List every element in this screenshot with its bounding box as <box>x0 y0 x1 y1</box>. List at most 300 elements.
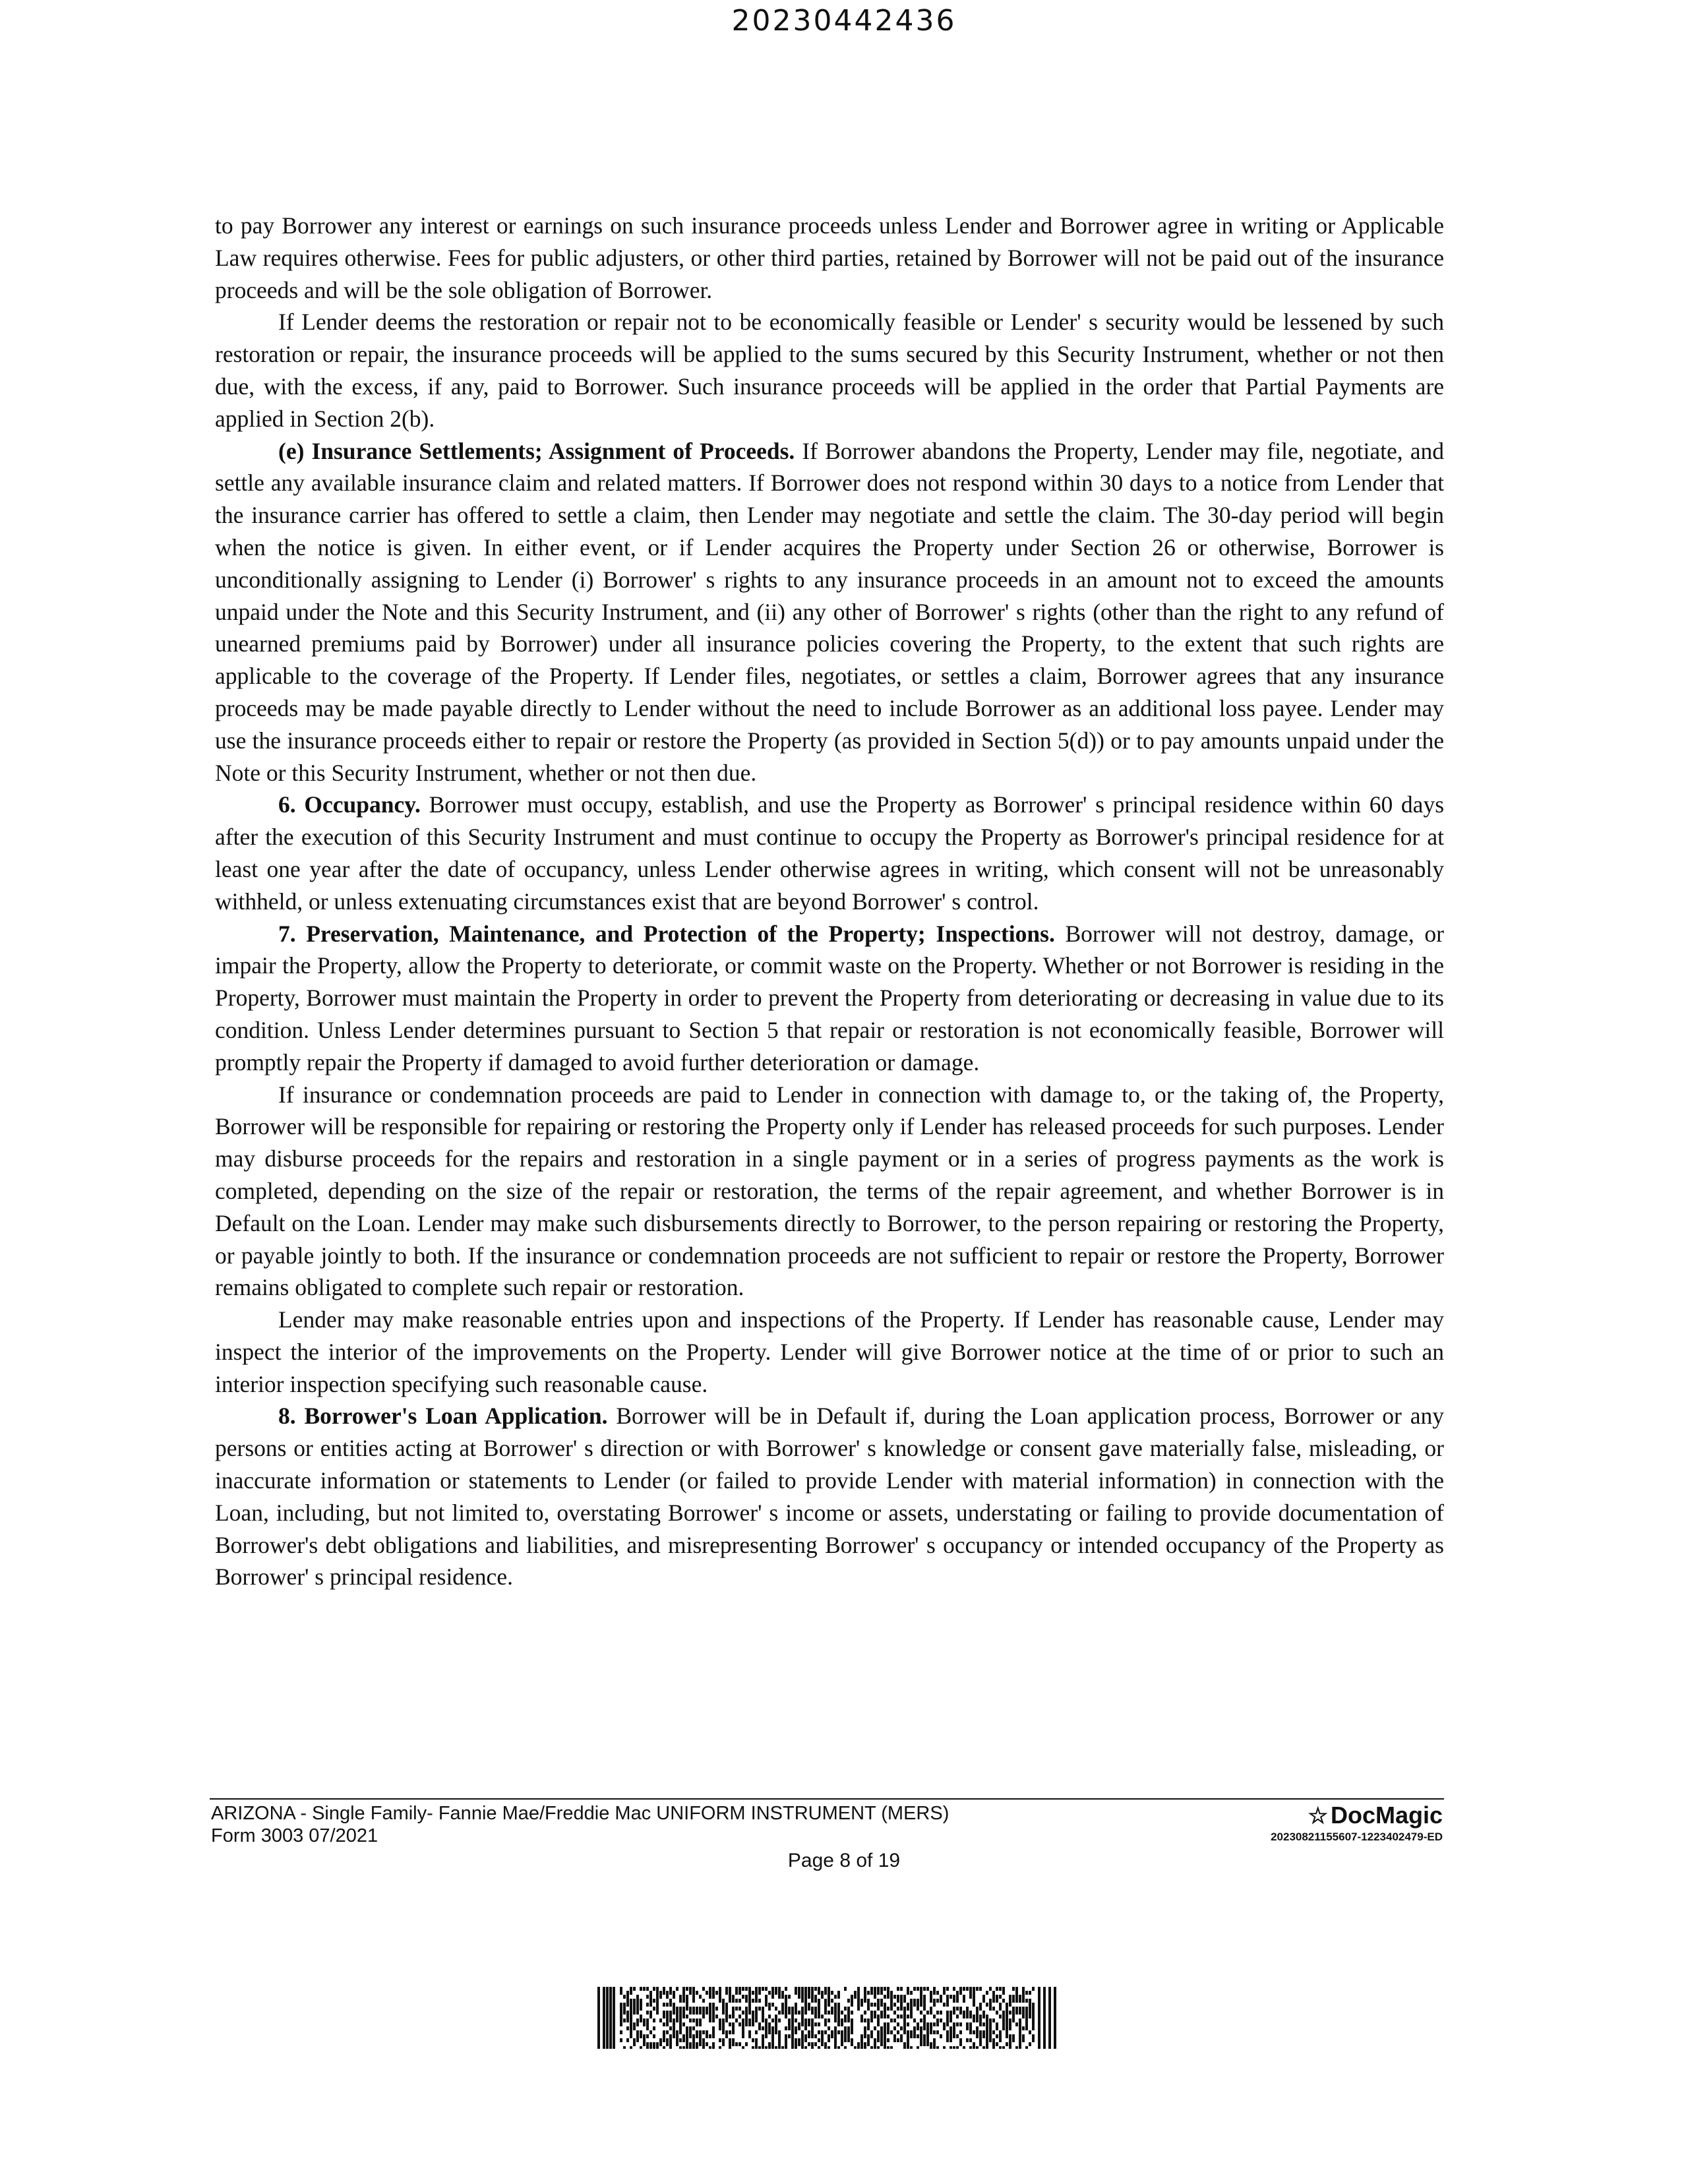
barcode-module <box>907 2046 909 2049</box>
barcode-module <box>837 1995 840 1999</box>
barcode-module <box>986 2015 988 2018</box>
barcode-module <box>950 2034 952 2038</box>
barcode-module <box>643 2034 646 2038</box>
barcode-module <box>811 2022 814 2026</box>
barcode-module <box>880 1991 883 1995</box>
barcode-module <box>798 1995 800 1999</box>
barcode-module <box>732 2042 735 2046</box>
barcode-module <box>851 2011 853 2015</box>
barcode-module <box>992 1995 995 1999</box>
barcode-module <box>837 2022 840 2026</box>
barcode-module <box>956 2022 959 2026</box>
barcode-module <box>956 2046 959 2049</box>
barcode-module <box>712 2046 715 2049</box>
barcode-module <box>917 2034 919 2038</box>
barcode-module <box>669 2018 672 2022</box>
barcode-module <box>640 2046 642 2049</box>
barcode-module <box>801 2042 804 2046</box>
barcode-module <box>999 1995 1002 1999</box>
barcode-module <box>926 2034 929 2038</box>
barcode-module <box>765 2022 768 2026</box>
barcode-module <box>1009 2003 1011 2007</box>
barcode-module <box>762 1987 764 1991</box>
barcode-module <box>870 2018 873 2022</box>
barcode-module <box>936 2046 939 2049</box>
barcode-module <box>959 2022 962 2026</box>
barcode-module <box>946 2034 949 2038</box>
barcode-module <box>706 2007 708 2011</box>
barcode-module <box>963 1987 965 1991</box>
barcode-module <box>1022 2038 1025 2042</box>
barcode-module <box>771 2034 774 2038</box>
barcode-module <box>1012 1999 1015 2003</box>
barcode-module <box>831 2011 833 2015</box>
barcode-module <box>732 2011 735 2015</box>
barcode-module <box>844 2026 847 2030</box>
barcode-module <box>867 2042 870 2046</box>
barcode-module <box>801 1995 804 1999</box>
barcode-module <box>953 2007 955 2011</box>
barcode-module <box>686 1995 688 1999</box>
barcode-module <box>785 2007 787 2011</box>
barcode-module <box>834 2007 837 2011</box>
barcode-module <box>1019 2026 1021 2030</box>
barcode-module <box>946 2030 949 2034</box>
barcode-module <box>755 2018 758 2022</box>
barcode-module <box>824 1999 827 2003</box>
barcode-module <box>818 2038 820 2042</box>
barcode-module <box>979 2042 982 2046</box>
barcode-module <box>699 2038 702 2042</box>
barcode-module <box>775 2046 777 2049</box>
barcode-module <box>758 1991 761 1995</box>
barcode-module <box>936 1999 939 2003</box>
barcode-module <box>801 1991 804 1995</box>
barcode-module <box>824 2022 827 2026</box>
barcode-module <box>864 2011 866 2015</box>
barcode-module <box>867 2034 870 2038</box>
barcode-module <box>735 1991 738 1995</box>
barcode-module <box>692 2046 695 2049</box>
barcode-module <box>920 1991 922 1995</box>
barcode-module <box>712 1991 715 1995</box>
barcode-module <box>620 2011 622 2015</box>
barcode-module <box>732 2026 735 2030</box>
barcode-module <box>656 1995 659 1999</box>
barcode-module <box>877 2018 880 2022</box>
barcode-module <box>649 1991 652 1995</box>
barcode-module <box>1029 2015 1031 2018</box>
barcode-module <box>798 2022 800 2026</box>
barcode-module <box>692 1995 695 1999</box>
barcode-module <box>679 2015 682 2018</box>
barcode-module <box>887 2026 889 2030</box>
barcode-module <box>729 2022 731 2026</box>
barcode-module <box>686 2026 688 2030</box>
barcode-module <box>1002 1987 1005 1991</box>
barcode-module <box>653 2034 655 2038</box>
barcode-module <box>910 2007 913 2011</box>
barcode-module <box>847 2015 850 2018</box>
barcode-module <box>712 1987 715 1991</box>
barcode-module <box>884 2015 886 2018</box>
barcode-module <box>999 2038 1002 2042</box>
barcode-module <box>778 2034 781 2038</box>
barcode-module <box>1015 2046 1018 2049</box>
barcode-module <box>907 2042 909 2046</box>
barcode-module <box>946 2022 949 2026</box>
barcode-module <box>969 2038 972 2042</box>
barcode-module <box>659 2018 662 2022</box>
barcode-module <box>844 2038 847 2042</box>
barcode-module <box>999 2030 1002 2034</box>
barcode-module <box>943 2022 946 2026</box>
barcode-module <box>1012 2011 1015 2015</box>
barcode-module <box>636 1999 639 2003</box>
barcode-module <box>649 1999 652 2003</box>
barcode-module <box>745 2042 748 2046</box>
barcode-module <box>669 2015 672 2018</box>
barcode-module <box>893 2038 896 2042</box>
barcode-module <box>923 1987 926 1991</box>
barcode-module <box>831 2007 833 2011</box>
barcode-module <box>834 2011 837 2015</box>
barcode-module <box>649 2011 652 2015</box>
barcode-module <box>893 2026 896 2030</box>
barcode-module <box>729 1999 731 2003</box>
barcode-module <box>874 1991 876 1995</box>
barcode-module <box>834 2030 837 2034</box>
barcode-module <box>851 2042 853 2046</box>
barcode-module <box>887 2046 889 2049</box>
barcode-module <box>623 2011 626 2015</box>
barcode-module <box>930 2022 932 2026</box>
barcode-module <box>884 1995 886 1999</box>
barcode-module <box>785 2011 787 2015</box>
barcode-module <box>996 2042 998 2046</box>
barcode-module <box>930 2030 932 2034</box>
barcode-module <box>656 1999 659 2003</box>
barcode-module <box>950 1995 952 1999</box>
barcode-module <box>778 1987 781 1991</box>
barcode-module <box>844 2034 847 2038</box>
barcode-module <box>653 2046 655 2049</box>
barcode-module <box>910 2034 913 2038</box>
barcode-module <box>633 2042 636 2046</box>
barcode-module <box>956 1991 959 1995</box>
barcode-module <box>1012 1995 1015 1999</box>
barcode-module <box>847 2034 850 2038</box>
barcode-module <box>959 1991 962 1995</box>
barcode-module <box>867 2022 870 2026</box>
barcode-module <box>696 2034 698 2038</box>
barcode-module <box>828 2011 830 2015</box>
barcode-module <box>758 2026 761 2030</box>
barcode-module <box>669 2042 672 2046</box>
barcode-module <box>712 2011 715 2015</box>
barcode-module <box>725 1987 728 1991</box>
barcode-module <box>699 2034 702 2038</box>
barcode-module <box>890 1991 893 1995</box>
barcode-module <box>847 2030 850 2034</box>
barcode-module <box>828 2018 830 2022</box>
barcode-module <box>722 2042 725 2046</box>
barcode-module <box>857 1995 860 1999</box>
barcode-module <box>864 1995 866 1999</box>
barcode-module <box>989 2038 992 2042</box>
barcode-module <box>771 2026 774 2030</box>
barcode-module <box>860 2003 863 2007</box>
barcode-module <box>748 2022 751 2026</box>
barcode-module <box>785 2026 787 2030</box>
barcode-module <box>933 2015 936 2018</box>
barcode-module <box>910 2046 913 2049</box>
barcode-module <box>646 2011 649 2015</box>
barcode-module <box>725 2018 728 2022</box>
barcode-module <box>679 1999 682 2003</box>
barcode-module <box>933 2030 936 2034</box>
barcode-module <box>758 1999 761 2003</box>
barcode-module <box>1022 1999 1025 2003</box>
barcode-module <box>982 1999 985 2003</box>
barcode-module <box>725 2011 728 2015</box>
barcode-module <box>880 2030 883 2034</box>
barcode-module <box>633 1999 636 2003</box>
barcode-module <box>903 2011 906 2015</box>
barcode-module <box>811 2034 814 2038</box>
barcode-module <box>1009 2022 1011 2026</box>
barcode-module <box>834 2026 837 2030</box>
barcode-module <box>979 2018 982 2022</box>
barcode-module <box>979 2034 982 2038</box>
barcode-module <box>903 2030 906 2034</box>
barcode-module <box>729 2030 731 2034</box>
barcode-module <box>814 2011 817 2015</box>
barcode-module <box>1002 1991 1005 1995</box>
section-6-heading: 6. Occupancy. <box>278 791 421 818</box>
barcode-module <box>798 2011 800 2015</box>
barcode-module <box>976 2030 979 2034</box>
barcode-module <box>673 2034 675 2038</box>
barcode-module <box>689 1987 692 1991</box>
barcode-module <box>884 1987 886 1991</box>
barcode-module <box>620 2007 622 2011</box>
barcode-module <box>765 2003 768 2007</box>
barcode-module <box>982 2015 985 2018</box>
barcode-module <box>923 1999 926 2003</box>
barcode-module <box>771 2038 774 2042</box>
barcode-module <box>656 2046 659 2049</box>
barcode-module <box>659 2042 662 2046</box>
barcode-module <box>874 2042 876 2046</box>
barcode-module <box>874 2011 876 2015</box>
barcode-module <box>673 1991 675 1995</box>
barcode-module <box>646 2018 649 2022</box>
barcode-module <box>851 2026 853 2030</box>
barcode-module <box>722 1999 725 2003</box>
barcode-module <box>781 1991 784 1995</box>
barcode-module <box>818 2011 820 2015</box>
barcode-module <box>969 1987 972 1991</box>
barcode-module <box>979 1987 982 1991</box>
barcode-module <box>692 2038 695 2042</box>
barcode-module <box>828 2046 830 2049</box>
barcode-module <box>857 2007 860 2011</box>
barcode-module <box>771 2003 774 2007</box>
barcode-module <box>953 2011 955 2015</box>
barcode-module <box>758 1987 761 1991</box>
barcode-module <box>791 2015 794 2018</box>
barcode-module <box>689 1991 692 1995</box>
barcode-module <box>696 2030 698 2034</box>
barcode-module <box>1019 2022 1021 2026</box>
docmagic-brand <box>1271 1802 1443 1844</box>
barcode-module <box>804 1999 807 2003</box>
barcode-module <box>1002 2026 1005 2030</box>
barcode-module <box>903 2018 906 2022</box>
barcode-module <box>989 2018 992 2022</box>
barcode-module <box>811 2011 814 2015</box>
barcode-module <box>877 2007 880 2011</box>
barcode-module <box>630 2034 632 2038</box>
barcode-module <box>666 2030 669 2034</box>
barcode-module <box>890 2030 893 2034</box>
barcode-module <box>864 1999 866 2003</box>
barcode-module <box>653 2018 655 2022</box>
barcode-module <box>646 2022 649 2026</box>
barcode-module <box>844 2030 847 2034</box>
barcode-module <box>745 1987 748 1991</box>
barcode-module <box>1032 2015 1035 2018</box>
barcode-module <box>828 1999 830 2003</box>
barcode-module <box>630 2026 632 2030</box>
barcode-module <box>996 2026 998 2030</box>
paragraph-inspections: Lender may make reasonable entries upon and inspections of the Property. If Lender has reasonable cause, Lender may inspect the interior of the improvements on the Property. Lender will give Borrower notice at the time of or prior to such an interior inspection specifying such reasonable cause. <box>215 1306 1444 1397</box>
barcode-module <box>742 2030 744 2034</box>
barcode-module <box>841 2022 843 2026</box>
barcode-module <box>1015 2007 1018 2011</box>
barcode-module <box>712 2026 715 2030</box>
barcode-module <box>959 2011 962 2015</box>
barcode-module <box>762 2042 764 2046</box>
barcode-module <box>923 1995 926 1999</box>
barcode-module <box>841 2034 843 2038</box>
barcode-module <box>976 2026 979 2030</box>
barcode-module <box>689 2011 692 2015</box>
barcode-module <box>864 1991 866 1995</box>
barcode-module <box>709 2007 711 2011</box>
barcode-module <box>969 2026 972 2030</box>
barcode-module <box>765 2026 768 2030</box>
barcode-module <box>732 2038 735 2042</box>
barcode-module <box>841 2038 843 2042</box>
barcode-module <box>795 2003 797 2007</box>
barcode-module <box>706 2042 708 2046</box>
barcode-module <box>689 2007 692 2011</box>
barcode-module <box>699 2022 702 2026</box>
barcode-module <box>920 2011 922 2015</box>
barcode-module <box>643 2022 646 2026</box>
barcode-module <box>722 2003 725 2007</box>
barcode-module <box>893 1995 896 1999</box>
barcode-module <box>966 2015 969 2018</box>
barcode-module <box>824 1987 827 1991</box>
barcode-module <box>831 1999 833 2003</box>
barcode-module <box>1002 2018 1005 2022</box>
barcode-module <box>630 2007 632 2011</box>
barcode-module <box>745 2011 748 2015</box>
paragraph-restoration-not-feasible: If Lender deems the restoration or repair not to be economically feasible or Lender' s security would be lessened by such restoration or repair, the insurance proceeds will be applied to the sums secured by this Security Instrument, whether or not then due, with the excess, if any, paid to Borrower. Such insurance proceeds will be applied in the order that Partial Payments are applied in Section 2(b). <box>215 309 1444 432</box>
barcode-module <box>666 1995 669 1999</box>
barcode-module <box>969 1995 972 1999</box>
barcode-module <box>692 1991 695 1995</box>
barcode-module <box>742 2018 744 2022</box>
barcode-module <box>679 2007 682 2011</box>
barcode-module <box>884 2007 886 2011</box>
barcode-module <box>930 2046 932 2049</box>
barcode-module <box>636 2018 639 2022</box>
barcode-module <box>804 1987 807 1991</box>
section-5e-text: If Borrower abandons the Property, Lender may file, negotiate, and settle any available insurance claim and related matters. If Borrower does not respond within 30 days to a notice from Lender that the insurance carrier has offered to settle a claim, then Lender may negotiate and settle the claim. The 30-day period will begin when the notice is given. In either event, or if Lender acquires the Property under Section 26 or otherwise, Borrower is unconditionally assigning to Lender (i) Borrower' s rights to any insurance proceeds in an amount not to exceed the amounts unpaid under the Note and this Security Instrument, and (ii) any other of Borrower' s rights (other than the right to any refund of unearned premiums paid by Borrower) under all insurance policies covering the Property, to the extent that such rights are applicable to the coverage of the Property. If Lender files, negotiates, or settles a claim, Borrower agrees that any insurance proceeds may be made payable directly to Lender without the need to include Borrower as an additional loss payee. Lender may use the insurance proceeds either to repair or restore the Property (as provided in Section 5(d)) or to pay amounts unpaid under the Note or this Security Instrument, whether or not then due. <box>215 437 1444 786</box>
barcode-module <box>669 2011 672 2015</box>
barcode-module <box>768 2046 771 2049</box>
barcode-module <box>630 2015 632 2018</box>
barcode-module <box>1009 2042 1011 2046</box>
barcode-module <box>828 1991 830 1995</box>
barcode-module <box>841 2018 843 2022</box>
barcode-module <box>887 2015 889 2018</box>
barcode-module <box>659 2038 662 2042</box>
barcode-module <box>1019 1995 1021 1999</box>
barcode-module <box>804 2026 807 2030</box>
barcode-module <box>1015 2022 1018 2026</box>
barcode-module <box>982 1995 985 1999</box>
barcode-module <box>1015 1999 1018 2003</box>
barcode-module <box>669 2046 672 2049</box>
barcode-module <box>791 2026 794 2030</box>
barcode-module <box>1009 2034 1011 2038</box>
barcode-module <box>847 2038 850 2042</box>
docmagic-logo <box>1271 1802 1443 1829</box>
barcode-module <box>649 2015 652 2018</box>
barcode-module <box>752 2018 754 2022</box>
barcode-module <box>620 2018 622 2022</box>
barcode-module <box>923 2042 926 2046</box>
barcode-module <box>933 2042 936 2046</box>
barcode-module <box>686 2038 688 2042</box>
barcode-module <box>755 2038 758 2042</box>
barcode-module <box>689 2018 692 2022</box>
barcode-module <box>956 2007 959 2011</box>
barcode-module <box>719 2022 721 2026</box>
barcode-module <box>910 1991 913 1995</box>
barcode-module <box>640 2030 642 2034</box>
barcode-module <box>821 2038 824 2042</box>
barcode-module <box>953 2034 955 2038</box>
barcode-module <box>729 1987 731 1991</box>
paragraph-condemnation-proceeds: If insurance or condemnation proceeds are paid to Lender in connection with damage to, or the taking of, the Property, Borrower will be responsible for repairing or restoring the Property only if Lender has released proceeds for such purposes. Lender may disburse proceeds for the repairs and restoration in a single payment or in a series of progress payments as the work is completed, depending on the size of the repair or restoration, the terms of the repair agreement, and whether Borrower is in Default on the Loan. Lender may make such disbursements directly to Borrower, to the person repairing or restoring the Property, or payable jointly to both. If the insurance or condemnation proceeds are not sufficient to repair or restore the Property, Borrower remains obligated to complete such repair or restoration. <box>215 1081 1444 1301</box>
barcode-module <box>864 2034 866 2038</box>
barcode-module <box>633 2003 636 2007</box>
barcode-module <box>923 2022 926 2026</box>
barcode-module <box>953 2022 955 2026</box>
barcode-module <box>814 1987 817 1991</box>
barcode-module <box>992 2007 995 2011</box>
section-7-text: Borrower will not destroy, damage, or impair the Property, allow the Property to deteriorate, or commit waste on the Property. Whether or not Borrower is residing in the Property, Borrower must maintain the Property in order to prevent the Property from deteriorating or decreasing in value due to its condition. Unless Lender determines pursuant to Section 5 that repair or restoration is not economically feasible, Borrower will promptly repair the Property if damaged to avoid further deterioration or damage. <box>215 920 1444 1076</box>
barcode-module <box>860 2038 863 2042</box>
barcode-module <box>722 2022 725 2026</box>
barcode-module <box>765 2034 768 2038</box>
